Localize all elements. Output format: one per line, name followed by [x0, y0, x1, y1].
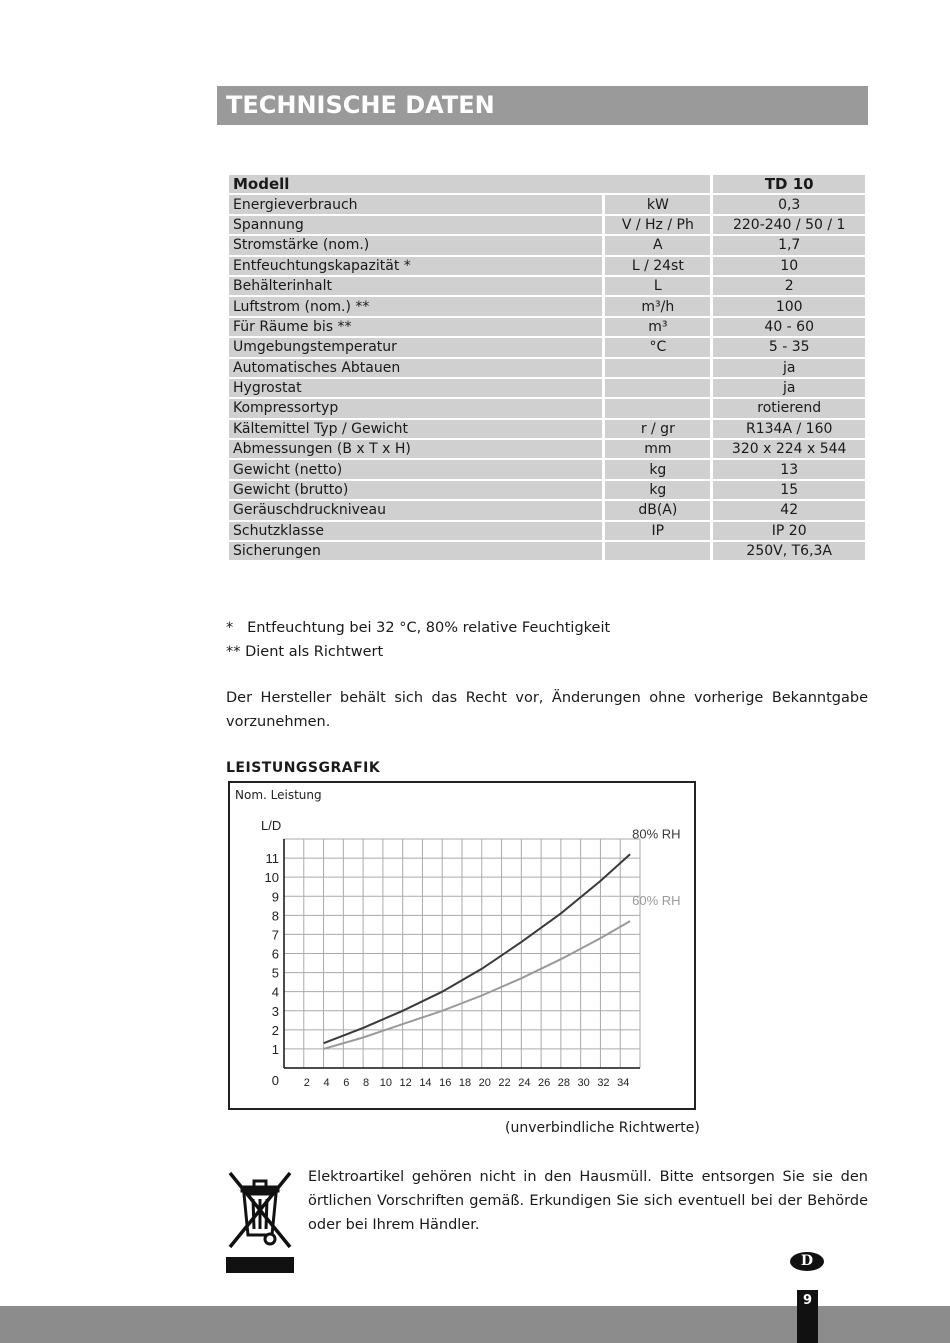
spec-value: 2	[713, 277, 865, 295]
x-tick-label: 18	[458, 1077, 472, 1089]
spec-label: Kältemittel Typ / Gewicht	[229, 420, 602, 438]
spec-value: 13	[713, 460, 865, 478]
spec-value: 250V, T6,3A	[713, 542, 865, 560]
y-axis-label: L/D	[261, 818, 282, 833]
spec-row	[229, 216, 865, 234]
x-tick-label: 16	[439, 1077, 452, 1089]
y-tick-label: 9	[271, 889, 279, 905]
spec-label: Spannung	[229, 216, 602, 234]
x-tick-label: 14	[419, 1077, 432, 1089]
language-badge: D	[790, 1252, 824, 1271]
y-tick-label: 2	[271, 1022, 279, 1038]
x-tick-label: 12	[399, 1077, 412, 1089]
spec-value: 220-240 / 50 / 1	[713, 216, 865, 234]
graph-heading: LEISTUNGSGRAFIK	[226, 760, 381, 776]
spec-unit: IP	[605, 522, 710, 540]
spec-value: 10	[713, 257, 865, 275]
spec-unit: L / 24st	[605, 257, 710, 275]
y-tick-label: 0	[271, 1073, 279, 1088]
spec-unit: kW	[605, 195, 710, 213]
spec-unit: dB(A)	[605, 501, 710, 519]
x-tick-label: 8	[363, 1077, 370, 1089]
x-tick-label: 2	[303, 1077, 310, 1089]
spec-unit: mm	[605, 440, 710, 458]
spec-row	[229, 277, 865, 295]
spec-unit: r / gr	[605, 420, 710, 438]
spec-row	[229, 338, 865, 356]
spec-value: 42	[713, 501, 865, 519]
spec-row	[229, 420, 865, 438]
spec-label: Gewicht (brutto)	[229, 481, 602, 499]
spec-label: Automatisches Abtauen	[229, 359, 602, 377]
footnote-2: ** Dient als Richtwert	[226, 644, 384, 660]
spec-unit: m³/h	[605, 297, 710, 315]
x-tick-label: 30	[577, 1077, 590, 1089]
spec-row	[229, 257, 865, 275]
spec-label: Geräuschdruckniveau	[229, 501, 602, 519]
graph-note: (unverbindliche Richtwerte)	[505, 1120, 700, 1136]
series-label: 80% RH	[632, 826, 681, 842]
x-tick-label: 32	[597, 1077, 610, 1089]
spec-unit	[605, 379, 710, 397]
y-tick-label: 10	[264, 870, 279, 886]
footnote-1: * Entfeuchtung bei 32 °C, 80% relative Feuchtigkeit	[226, 620, 611, 636]
spec-row	[229, 501, 865, 519]
spec-row	[229, 522, 865, 540]
spec-unit: kg	[605, 481, 710, 499]
spec-value: ja	[713, 379, 865, 397]
page-number: 9	[797, 1290, 818, 1343]
spec-value: IP 20	[713, 522, 865, 540]
spec-value: 100	[713, 297, 865, 315]
y-tick-label: 7	[271, 927, 279, 943]
spec-row	[229, 440, 865, 458]
x-tick-label: 34	[617, 1077, 630, 1089]
x-tick-label: 28	[557, 1077, 571, 1089]
y-tick-label: 11	[265, 851, 279, 867]
spec-header-row	[229, 175, 865, 193]
spec-value: 1,7	[713, 236, 865, 254]
spec-row	[229, 236, 865, 254]
spec-label: Luftstrom (nom.) **	[229, 297, 602, 315]
spec-row	[229, 460, 865, 478]
spec-value: 0,3	[713, 195, 865, 213]
spec-row	[229, 318, 865, 336]
disclaimer-text: Der Hersteller behält sich das Recht vor, Änderungen ohne vorherige Bekanntgabe vorzunehmen.	[226, 690, 868, 730]
spec-label: Schutzklasse	[229, 522, 602, 540]
spec-unit: L	[605, 277, 710, 295]
spec-label: Hygrostat	[229, 379, 602, 397]
spec-unit: A	[605, 236, 710, 254]
performance-chart	[228, 781, 696, 1110]
series-label: 60% RH	[632, 893, 681, 909]
weee-disposal-text: Elektroartikel gehören nicht in den Hausmüll. Bitte entsorgen Sie sie den örtlichen Vorschriften gemäß. Erkundigen Sie sich eventuell bei der Behörde oder bei Ihrem Händler.	[308, 1169, 868, 1233]
x-tick-label: 4	[323, 1077, 330, 1089]
x-tick-label: 26	[537, 1077, 551, 1089]
y-tick-label: 8	[271, 908, 279, 924]
x-tick-label: 22	[498, 1077, 511, 1089]
footnotes	[226, 616, 610, 664]
spec-row	[229, 379, 865, 397]
chart-svg	[230, 783, 698, 1112]
spec-label: Umgebungstemperatur	[229, 338, 602, 356]
spec-value: 320 x 224 x 544	[713, 440, 865, 458]
weee-bin-icon	[226, 1167, 294, 1273]
spec-unit	[605, 399, 710, 417]
spec-unit	[605, 359, 710, 377]
spec-label: Für Räume bis **	[229, 318, 602, 336]
spec-label: Gewicht (netto)	[229, 460, 602, 478]
spec-value: ja	[713, 359, 865, 377]
series-line-80rh	[324, 854, 630, 1043]
spec-row	[229, 399, 865, 417]
spec-label: Energieverbrauch	[229, 195, 602, 213]
spec-value: R134A / 160	[713, 420, 865, 438]
spec-value: 40 - 60	[713, 318, 865, 336]
chart-caption: Nom. Leistung	[235, 788, 322, 802]
spec-unit: °C	[605, 338, 710, 356]
spec-row	[229, 542, 865, 560]
x-tick-label: 10	[379, 1077, 393, 1089]
y-tick-label: 3	[271, 1003, 279, 1019]
spec-header-model: TD 10	[713, 175, 865, 193]
x-tick-label: 20	[478, 1077, 491, 1089]
spec-row	[229, 481, 865, 499]
x-tick-label: 6	[343, 1077, 350, 1089]
spec-label: Stromstärke (nom.)	[229, 236, 602, 254]
spec-label: Abmessungen (B x T x H)	[229, 440, 602, 458]
spec-unit	[605, 542, 710, 560]
spec-label: Behälterinhalt	[229, 277, 602, 295]
spec-header-label: Modell	[229, 175, 710, 193]
spec-label: Sicherungen	[229, 542, 602, 560]
spec-unit: V / Hz / Ph	[605, 216, 710, 234]
spec-row	[229, 297, 865, 315]
spec-value: rotierend	[713, 399, 865, 417]
spec-row	[229, 195, 865, 213]
spec-value: 15	[713, 481, 865, 499]
spec-table	[226, 173, 868, 562]
y-tick-label: 4	[271, 984, 279, 1000]
spec-value: 5 - 35	[713, 338, 865, 356]
x-tick-label: 24	[518, 1077, 531, 1089]
y-tick-label: 1	[271, 1041, 279, 1057]
y-tick-label: 5	[271, 965, 279, 981]
spec-unit: kg	[605, 460, 710, 478]
spec-label: Kompressortyp	[229, 399, 602, 417]
spec-row	[229, 359, 865, 377]
spec-unit: m³	[605, 318, 710, 336]
y-tick-label: 6	[271, 946, 279, 962]
page-title: TECHNISCHE DATEN	[217, 86, 868, 125]
spec-label: Entfeuchtungskapazität *	[229, 257, 602, 275]
